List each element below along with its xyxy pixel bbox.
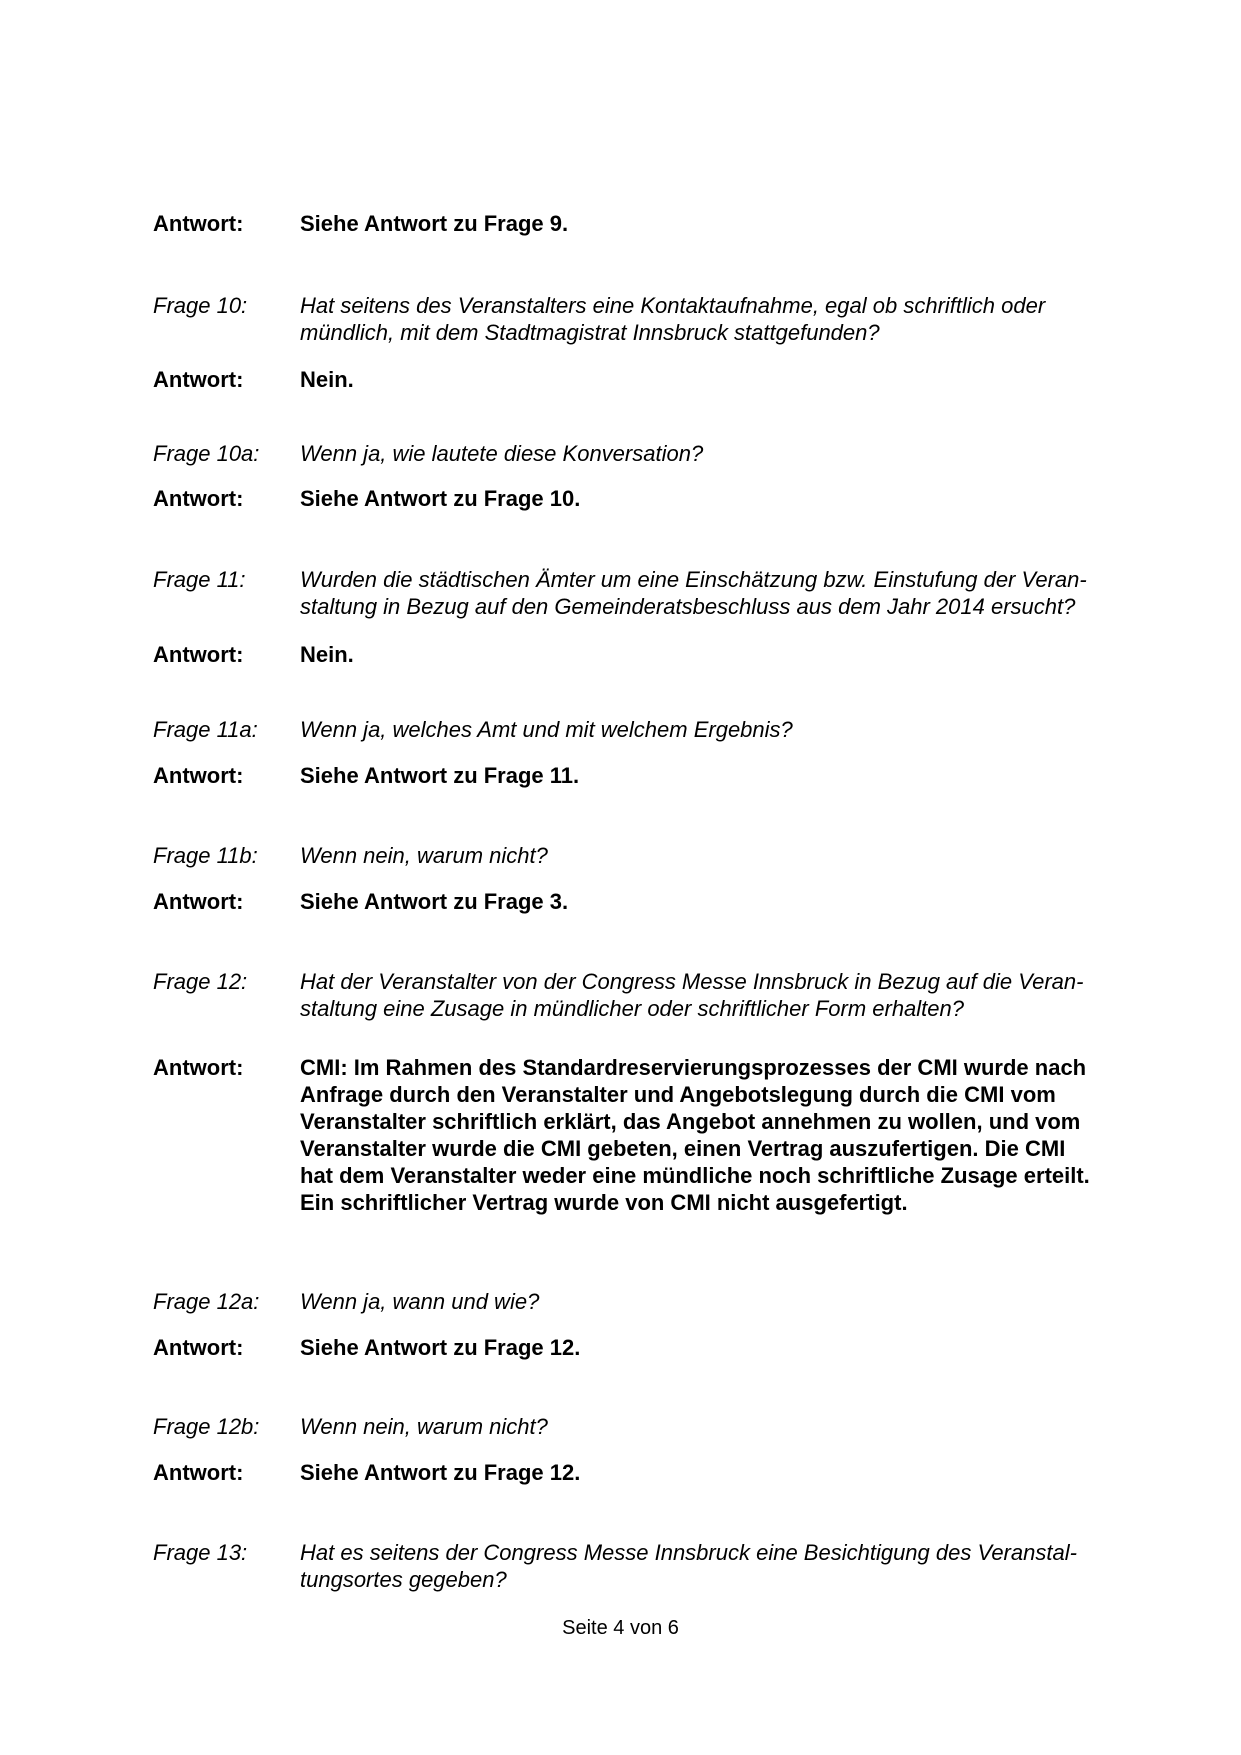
text-line: Wenn nein, warum nicht? [300, 1414, 548, 1439]
text-line: Hat der Veranstalter von der Congress Messe Innsbruck in Bezug auf die Veran- [300, 969, 1084, 994]
answer-row [153, 1054, 1133, 1216]
question-row [153, 1288, 1133, 1315]
text-line: Nein. [300, 367, 354, 392]
answer-text [300, 1054, 1133, 1216]
answer-label: Antwort: [153, 211, 244, 236]
text-line: staltung in Bezug auf den Gemeinderatsbeschluss aus dem Jahr 2014 ersucht? [300, 594, 1076, 619]
question-label: Frage 11a: [153, 717, 258, 742]
answer-text [300, 762, 1133, 789]
question-label: Frage 13: [153, 1540, 248, 1565]
answer-text [300, 210, 1133, 237]
text-line: Ein schriftlicher Vertrag wurde von CMI nicht ausgefertigt. [300, 1190, 908, 1215]
text-line: Anfrage durch den Veranstalter und Angebotslegung durch die CMI vom [300, 1082, 1056, 1107]
text-line: hat dem Veranstalter weder eine mündliche noch schriftliche Zusage erteilt. [300, 1163, 1090, 1188]
answer-label: Antwort: [153, 763, 244, 788]
answer-row [153, 1459, 1133, 1486]
question-row [153, 968, 1133, 1022]
text-line: Wurden die städtischen Ämter um eine Einschätzung bzw. Einstufung der Veran- [300, 567, 1087, 592]
text-line: staltung eine Zusage in mündlicher oder schriftlicher Form erhalten? [300, 996, 964, 1021]
text-line: Wenn nein, warum nicht? [300, 843, 548, 868]
question-row [153, 842, 1133, 869]
question-text [300, 968, 1133, 1022]
answer-label: Antwort: [153, 1460, 244, 1485]
answer-label: Antwort: [153, 1335, 244, 1360]
question-label: Frage 10a: [153, 441, 260, 466]
text-line: CMI: Im Rahmen des Standardreservierungsprozesses der CMI wurde nach [300, 1055, 1087, 1080]
text-line: Wenn ja, wie lautete diese Konversation? [300, 441, 704, 466]
answer-row [153, 641, 1133, 668]
question-label: Frage 11: [153, 567, 246, 592]
text-line: tungsortes gegeben? [300, 1567, 507, 1592]
question-text [300, 1539, 1133, 1593]
answer-row [153, 210, 1133, 237]
answer-label: Antwort: [153, 642, 244, 667]
question-text [300, 440, 1133, 467]
question-label: Frage 11b: [153, 843, 258, 868]
question-row [153, 566, 1133, 620]
text-line: Hat es seitens der Congress Messe Innsbruck eine Besichtigung des Veranstal- [300, 1540, 1077, 1565]
answer-text [300, 888, 1133, 915]
answer-label: Antwort: [153, 367, 244, 392]
answer-row [153, 485, 1133, 512]
question-row [153, 1539, 1133, 1593]
question-row [153, 440, 1133, 467]
question-row [153, 292, 1133, 346]
answer-text [300, 366, 1133, 393]
text-line: Siehe Antwort zu Frage 3. [300, 889, 569, 914]
question-text [300, 1288, 1133, 1315]
question-label: Frage 12b: [153, 1414, 260, 1439]
text-line: Siehe Antwort zu Frage 12. [300, 1460, 581, 1485]
answer-row [153, 888, 1133, 915]
question-text [300, 1413, 1133, 1440]
answer-text [300, 641, 1133, 668]
answer-text [300, 1334, 1133, 1361]
question-row [153, 1413, 1133, 1440]
text-line: Veranstalter schriftlich erklärt, das Angebot annehmen zu wollen, und vom [300, 1109, 1081, 1134]
text-line: Hat seitens des Veranstalters eine Kontaktaufnahme, egal ob schriftlich oder [300, 293, 1046, 318]
answer-label: Antwort: [153, 889, 244, 914]
question-text [300, 716, 1133, 743]
question-text [300, 292, 1133, 346]
question-label: Frage 12: [153, 969, 248, 994]
text-line: Siehe Antwort zu Frage 11. [300, 763, 580, 788]
text-line: Wenn ja, welches Amt und mit welchem Ergebnis? [300, 717, 793, 742]
text-line: Siehe Antwort zu Frage 10. [300, 486, 581, 511]
answer-label: Antwort: [153, 486, 244, 511]
text-line: mündlich, mit dem Stadtmagistrat Innsbruck stattgefunden? [300, 320, 880, 345]
text-line: Wenn ja, wann und wie? [300, 1289, 540, 1314]
question-label: Frage 10: [153, 293, 248, 318]
text-line: Veranstalter wurde die CMI gebeten, einen Vertrag auszufertigen. Die CMI [300, 1136, 1066, 1161]
answer-text [300, 485, 1133, 512]
question-text [300, 566, 1133, 620]
page-footer: Seite 4 von 6 [562, 1617, 679, 1639]
text-line: Nein. [300, 642, 354, 667]
answer-row [153, 366, 1133, 393]
answer-label: Antwort: [153, 1055, 244, 1080]
answer-row [153, 762, 1133, 789]
question-row [153, 716, 1133, 743]
question-label: Frage 12a: [153, 1289, 260, 1314]
question-text [300, 842, 1133, 869]
answer-text [300, 1459, 1133, 1486]
answer-row [153, 1334, 1133, 1361]
text-line: Siehe Antwort zu Frage 9. [300, 211, 569, 236]
text-line: Siehe Antwort zu Frage 12. [300, 1335, 581, 1360]
